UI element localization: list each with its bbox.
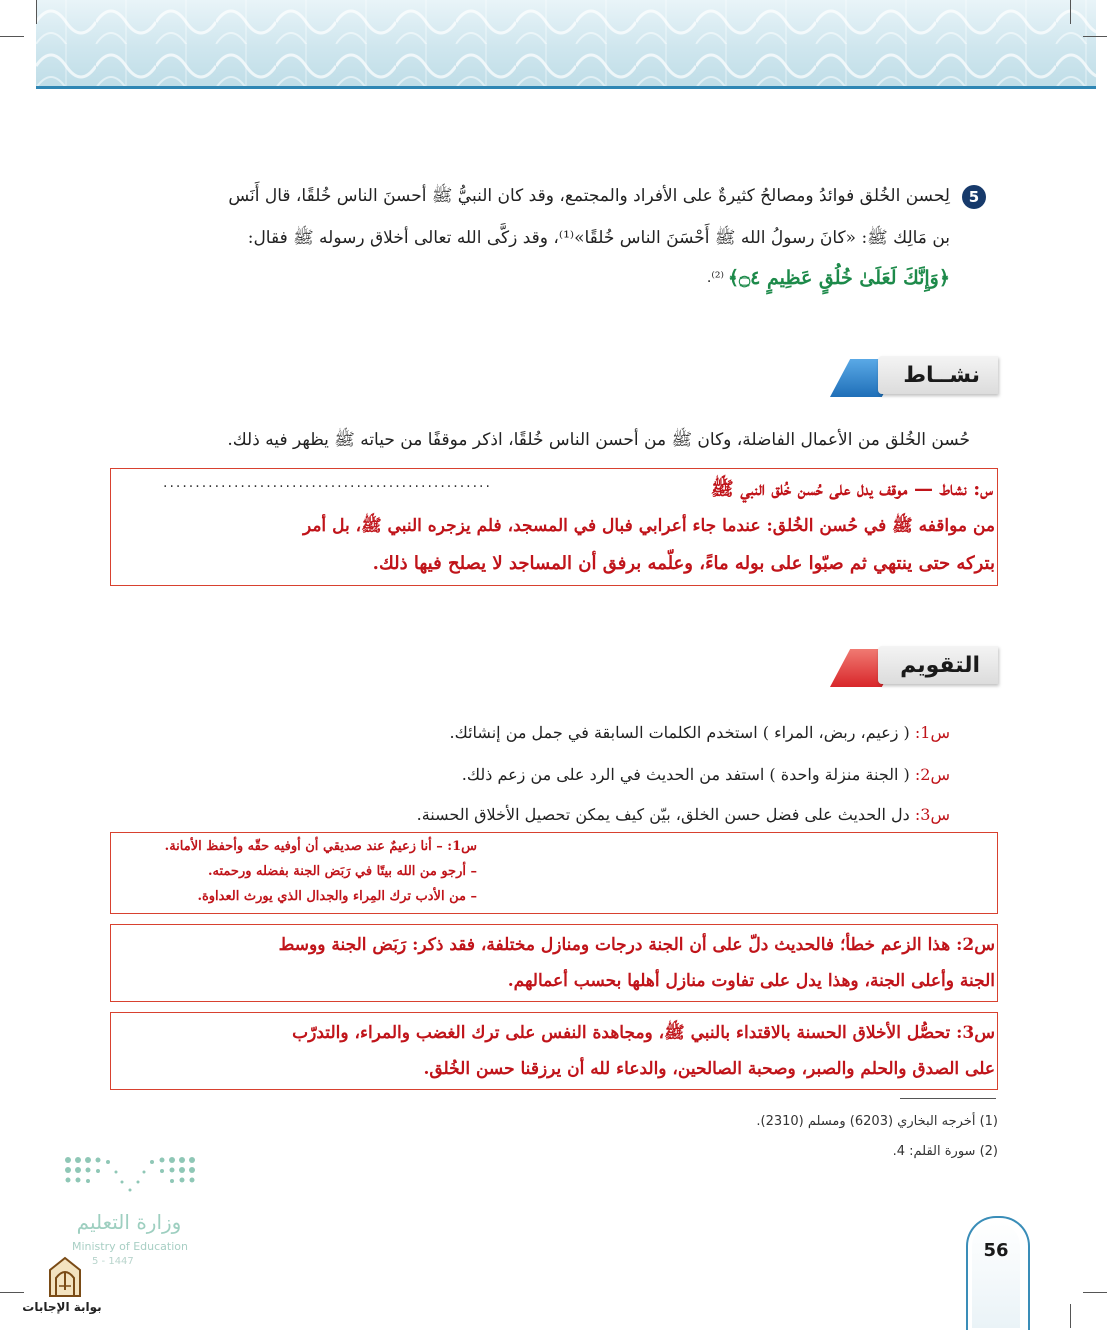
answer-2-line1: س2: هذا الزعم خطأ؛ فالحديث دلّ على أن الجنة درجات ومنازل مختلفة، فقد ذكر: رَبَض الجنة ووسط [278, 935, 995, 955]
evaluation-tab [878, 646, 998, 684]
ministry-logo-dots [60, 1154, 200, 1200]
question-3 [250, 800, 950, 830]
question-2-text: ( الجنة منزلة واحدة ) استفد من الحديث في الرد على من زعم ذلك. [461, 765, 910, 784]
question-2-label: س2: [914, 765, 950, 784]
question-1 [250, 718, 950, 748]
answer-3-line1: س3: تحصُّل الأخلاق الحسنة بالاقتداء بالنبي ﷺ، ومجاهدة النفس على ترك الغضب والمراء، والتدرّب [292, 1023, 995, 1043]
footnote-1: (1) أخرجه البخاري (6203) ومسلم (2310). [756, 1114, 998, 1129]
quran-verse-row [700, 258, 950, 298]
page-number-tab-inner [972, 1222, 1020, 1328]
answer-2-box [110, 924, 998, 1002]
crop-mark [1070, 1304, 1071, 1328]
point5-line2: بن مَالِك ﷺ: «كانَ رسولُ الله ﷺ أَحْسَنَ الناس خُلقًا»⁽¹⁾، وقد زكَّى الله تعالى أخلاق رسوله ﷺ فقال: [247, 228, 950, 248]
point5-line1: لِحسن الخُلق فوائدُ ومصالحُ كثيرةٌ على الأفراد والمجتمع، وقد كان النبيُّ ﷺ أحسنَ الناس خُلقًا، قال أَنَس [228, 186, 950, 206]
answer-dotted-line: ................................................... [163, 475, 492, 491]
quran-footnote-ref: ⁽²⁾. [706, 270, 724, 286]
crop-mark [0, 36, 24, 37]
question-3-text: دل الحديث على فضل حسن الخلق، بيّن كيف يمكن تحصيل الأخلاق الحسنة. [416, 805, 910, 824]
ministry-name-english: Ministry of Education [71, 1240, 188, 1253]
header-ornament-band [36, 0, 1096, 88]
question-1-label: س1: [914, 723, 950, 742]
activity-answer-line1: س: نشاط — موقف يدل على حُسن خُلق النبي ﷺ [710, 478, 993, 500]
footnote-divider [900, 1098, 996, 1099]
answer-3-line2: على الصدق والحلم والصبر، وصحبة الصالحين، والدعاء لله أن يرزقنا حسن الخُلق. [423, 1059, 995, 1079]
page-number: 56 [983, 1240, 1009, 1261]
answer-1-line1: س1: – أنا زعيمٌ عند صديقي أن أوفيه حقّه وأحفظ الأمانة. [164, 839, 477, 854]
activity-instruction: حُسن الخُلق من الأعمال الفاضلة، وكان ﷺ من أحسن الناس خُلقًا، اذكر موقفًا من حياته ﷺ يظهر فيه ذلك. [227, 430, 970, 450]
question-2 [250, 760, 950, 790]
ministry-year: 5 - 1447 [92, 1256, 134, 1267]
crop-mark [0, 1292, 24, 1293]
crop-mark [36, 0, 37, 24]
header-pattern [36, 0, 1096, 88]
watermark-logo-icon [44, 1256, 86, 1300]
question-1-text: ( زعيم، ربض، المراء ) استخدم الكلمات السابقة في جمل من إنشائك. [449, 723, 910, 742]
ministry-name-arabic: وزارة التعليم [76, 1210, 182, 1234]
evaluation-title: التقويم [900, 652, 980, 678]
footnote-2: (2) سورة القلم: 4. [892, 1144, 998, 1159]
activity-answer-line3: بتركه حتى ينتهي ثم صبّوا على بوله ماءً، وعلّمه برفق أن المساجد لا يصلح فيها ذلك. [372, 553, 995, 574]
header-divider-line [36, 86, 1096, 89]
crop-mark [1070, 0, 1071, 24]
answer-1-line2: – أرجو من الله بيتًا في رَبَض الجنة بفضله ورحمته. [207, 864, 477, 879]
activity-title: نشــاط [903, 362, 980, 388]
activity-answer-line2: من مواقفه ﷺ في حُسن الخُلق: عندما جاء أعرابي فبال في المسجد، فلم يزجره النبي ﷺ، بل أمر [302, 516, 995, 536]
ministry-dots-icon [60, 1154, 200, 1200]
crop-mark [1083, 36, 1107, 37]
crop-mark [1083, 1292, 1107, 1293]
point-number-badge: 5 [962, 185, 986, 209]
answer-2-line2: الجنة وأعلى الجنة، وهذا يدل على تفاوت منازل أهلها بحسب أعمالهم. [507, 971, 995, 991]
question-3-label: س3: [914, 805, 950, 824]
quran-verse: ﴿وَإِنَّكَ لَعَلَىٰ خُلُقٍ عَظِيمٍ ۝٤﴾ [727, 267, 950, 289]
answer-1-line3: – من الأدب ترك المِراء والجدال الذي يورث العداوة. [197, 889, 477, 904]
answer-3-box [110, 1012, 998, 1090]
activity-tab [878, 356, 998, 394]
activity-answer-box [110, 468, 998, 586]
watermark-text: بوابة الإجابات [22, 1300, 102, 1314]
answer-1-box [110, 832, 998, 914]
